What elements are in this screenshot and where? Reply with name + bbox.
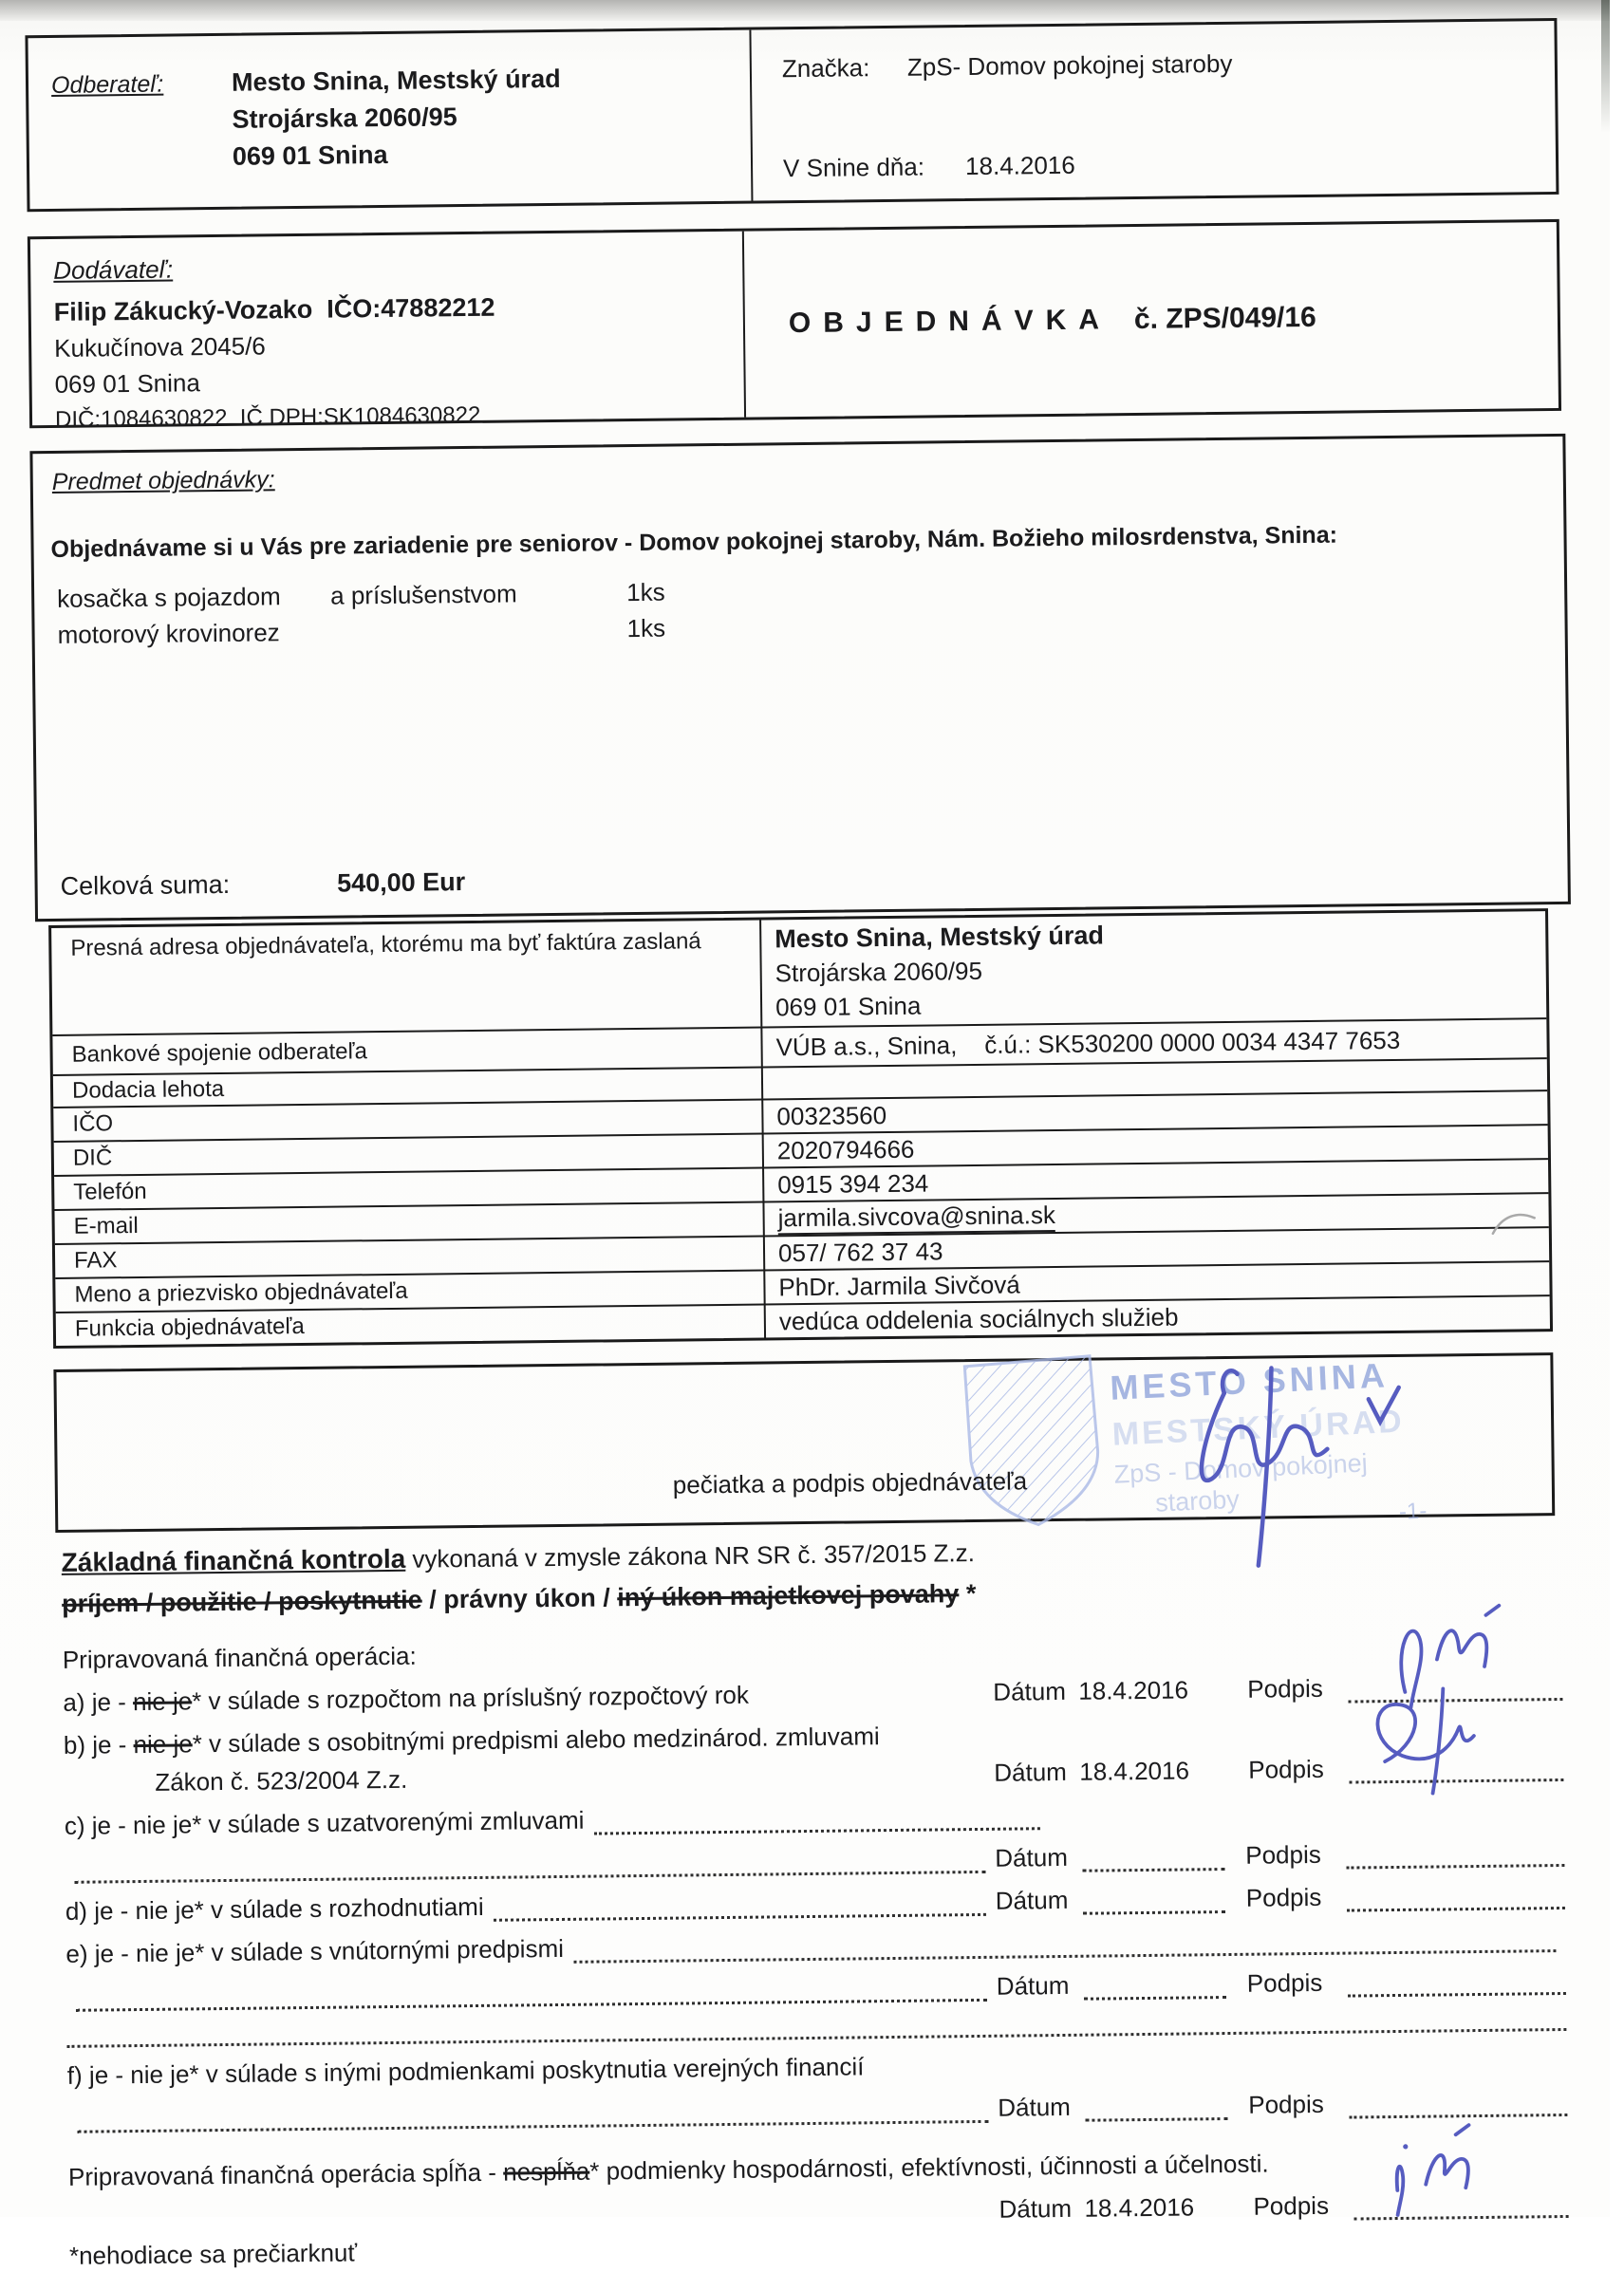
supplier-street: Kukučínova 2045/6 xyxy=(54,331,266,363)
customer-address xyxy=(232,61,562,207)
customer-header-box xyxy=(25,18,1559,212)
row-value: 0915 394 234 xyxy=(777,1168,929,1199)
total-label: Celková suma: xyxy=(60,869,231,901)
reference-row xyxy=(782,46,1555,84)
control-item-f: f) je - nie je* v súlade s inými podmienkami poskytnutia verejných financií xyxy=(66,2052,865,2090)
podpis-label: Podpis xyxy=(1247,1673,1323,1704)
control-title: Základná finančná kontrola xyxy=(61,1543,406,1577)
datum-label: Dátum xyxy=(994,1757,1068,1787)
dotted-line xyxy=(593,1806,1039,1834)
item-qty: 1ks xyxy=(625,577,665,607)
row-label: Dodacia lehota xyxy=(53,1069,763,1107)
signature-line xyxy=(1349,1758,1563,1784)
footnote-text: *nehodiace sa prečiarknuť xyxy=(68,2238,358,2270)
supplier-cell xyxy=(30,232,746,433)
control-item-b: b) je - nie je * v súlade s osobitnými predpismi alebo medzinárod. zmluvami xyxy=(63,1722,880,1760)
date-signature-row-c xyxy=(65,1836,1564,1884)
date-label: V Snine dňa: xyxy=(782,152,925,183)
stamp-office-name: MESTSKÝ ÚRAD xyxy=(1111,1403,1406,1453)
supplier-box xyxy=(28,219,1561,433)
dotted-line xyxy=(66,2007,1566,2048)
datum-label: Dátum xyxy=(995,1885,1069,1915)
datum-label: Dátum xyxy=(993,1676,1067,1706)
podpis-label: Podpis xyxy=(1248,1754,1324,1784)
dotted-separator-row xyxy=(66,2007,1566,2048)
signature-line xyxy=(1346,1843,1564,1870)
stamp-page-number: -1- xyxy=(1398,1498,1428,1525)
dotted-line xyxy=(74,1850,985,1884)
row-value: 057/ 762 37 43 xyxy=(777,1236,943,1267)
row-value: vedúca oddelenia sociálnych služieb xyxy=(778,1302,1179,1335)
date-row xyxy=(783,145,1556,183)
podpis-label: Podpis xyxy=(1253,2190,1330,2221)
date-value: 18.4.2016 xyxy=(964,150,1075,181)
znacka-value: ZpS- Domov pokojnej staroby xyxy=(906,48,1233,82)
date-signature-row xyxy=(996,1879,1565,1916)
row-value: PhDr. Jarmila Sivčová xyxy=(778,1269,1020,1301)
customer-cell xyxy=(28,30,753,210)
control-item-a: a) je - nie je * v súlade s rozpočtom na príslušný rozpočtový rok Dátum 18.4.2016 Podpis xyxy=(63,1670,1562,1718)
signature-b xyxy=(1352,1680,1523,1796)
row-label: Funkcia objednávateľa xyxy=(56,1305,766,1345)
row-label: Presná adresa objednávateľa, ktorému ma byť faktúra zaslaná xyxy=(51,921,762,1034)
datum-label: Dátum xyxy=(998,2092,1072,2122)
datum-value: 18.4.2016 xyxy=(1084,2192,1195,2223)
law-reference: Zákon č. 523/2004 Z.z. xyxy=(155,1764,408,1797)
control-item-d: d) je - nie je* v súlade s rozhodnutiami Dátum Podpis xyxy=(65,1879,1565,1927)
stamp-facility-line2: staroby xyxy=(1154,1484,1241,1518)
row-label: Telefón xyxy=(54,1168,764,1208)
struck-nie-je: nie je xyxy=(133,1729,193,1760)
orderer-details-table xyxy=(48,908,1553,1349)
date-signature-row xyxy=(995,1836,1564,1873)
order-subject-box xyxy=(29,434,1571,922)
odberatel-label: Odberateľ: xyxy=(50,70,164,99)
date-signature-row-f xyxy=(67,2086,1567,2133)
datum-value: 18.4.2016 xyxy=(1078,1675,1189,1705)
datum-label: Dátum xyxy=(996,1970,1070,2001)
dotted-line xyxy=(573,1928,1557,1964)
struck-nie-je: nie je xyxy=(132,1686,193,1717)
final-statement: Pripravovaná finančná operácia spĺňa - nespĺňa * podmienky hospodárnosti, efektívnosti, účinnosti a účelnosti. xyxy=(67,2149,1269,2191)
row-value: 00323560 xyxy=(776,1100,887,1130)
supplier-city: 069 01 Snina xyxy=(54,368,201,399)
podpis-label: Podpis xyxy=(1245,1839,1321,1870)
stamp-facility-line1: ZpS - Domov pokojnej xyxy=(1113,1448,1369,1489)
order-intro-text: Objednávame si u Vás pre zariadenie pre seniorov - Domov pokojnej staroby, Nám. Božieho milosrdenstva, Snina: xyxy=(50,521,1338,563)
podpis-label: Podpis xyxy=(1245,1882,1322,1912)
order-number: č. ZPS/049/16 xyxy=(1133,301,1316,336)
total-value: 540,00 Eur xyxy=(336,867,466,898)
prepared-operation-label: Pripravovaná finančná operácia: xyxy=(62,1641,417,1674)
control-item-c: c) je - nie je* v súlade s uzatvorenými zmluvami xyxy=(65,1794,1564,1841)
podpis-label: Podpis xyxy=(1246,1967,1323,1998)
financial-control-section xyxy=(62,1531,1570,2271)
control-title-suffix: vykonaná v zmysle zákona NR SR č. 357/2015 Z.z. xyxy=(405,1538,976,1574)
date-signature-row-e xyxy=(66,1965,1566,2012)
row-label: IČO xyxy=(53,1101,763,1141)
signature-line xyxy=(1347,1886,1565,1912)
order-title: OBJEDNÁVKA xyxy=(788,304,1112,340)
pencil-mark xyxy=(1491,1208,1539,1239)
table-row xyxy=(51,911,1546,1034)
date-signature-row xyxy=(998,2086,1567,2123)
dodavatel-label: Dodávateľ: xyxy=(53,254,174,285)
stamp-city-name: MESTO SNINA xyxy=(1109,1355,1390,1407)
scan-edge-artifact xyxy=(1601,0,1610,133)
control-item-b2 xyxy=(64,1751,1563,1798)
stamp-signature-box xyxy=(53,1352,1555,1533)
item-qty: 1ks xyxy=(626,613,666,643)
podpis-label: Podpis xyxy=(1248,2089,1324,2119)
row-value: 2020794666 xyxy=(776,1134,915,1164)
signature-line xyxy=(1348,1971,1566,1998)
row-label: Bankové spojenie odberateľa xyxy=(52,1029,762,1074)
row-label: DIČ xyxy=(54,1135,764,1175)
datum-label: Dátum xyxy=(995,1842,1069,1872)
signature-line xyxy=(1349,2093,1567,2119)
supplier-tax-ids: DIČ:1084630822 IČ DPH:SK1084630822 xyxy=(54,401,481,433)
row-label: E-mail xyxy=(54,1202,764,1242)
customer-street: Strojárska 2060/95 xyxy=(232,102,457,134)
item-extra xyxy=(330,610,626,650)
signature-line xyxy=(1353,2194,1568,2221)
row-label: FAX xyxy=(55,1237,765,1276)
control-item-e: e) je - nie je* v súlade s vnútornými predpismi xyxy=(65,1922,1565,1969)
datum-label: Dátum xyxy=(999,2193,1073,2224)
total-row xyxy=(60,855,1567,902)
date-signature-row xyxy=(999,2188,1568,2225)
datum-value: 18.4.2016 xyxy=(1079,1756,1190,1786)
order-title-cell xyxy=(744,222,1559,418)
signature-final xyxy=(1363,2122,1554,2226)
row-label: Meno a priezvisko objednávateľa xyxy=(55,1271,765,1311)
reference-cell xyxy=(751,21,1556,201)
customer-city: 069 01 Snina xyxy=(232,140,388,171)
row-value: Mesto Snina, Mestský úrad Strojárska 2060/95 069 01 Snina xyxy=(775,921,1105,1022)
control-title-line xyxy=(62,1531,1561,1578)
struck-operation-types: príjem / použitie / poskytnutie xyxy=(62,1585,422,1618)
dotted-line xyxy=(76,1978,987,2012)
date-signature-row xyxy=(994,1751,1563,1788)
dotted-line xyxy=(1082,1847,1224,1872)
item-name: motorový krovinorez xyxy=(57,618,280,649)
email-link[interactable]: jarmila.sivcova@snina.sk xyxy=(777,1201,1055,1235)
dotted-line xyxy=(77,2099,988,2133)
supplier-name: Filip Zákucký-Vozako IČO:47882212 xyxy=(53,292,495,326)
control-operation-types: príjem / použitie / poskytnutie / právny úkon / iný úkon majetkovej povahy * xyxy=(62,1578,977,1618)
date-signature-row xyxy=(997,1965,1566,2002)
customer-name: Mesto Snina, Mestský úrad xyxy=(231,64,561,97)
shield-emblem-icon xyxy=(964,1356,1101,1528)
item-extra: a príslušenstvom xyxy=(329,579,517,610)
row-value xyxy=(776,1074,1538,1083)
dotted-line xyxy=(494,1892,986,1922)
stamp-caption: pečiatka a podpis objednávateľa xyxy=(672,1466,1028,1499)
dotted-line xyxy=(1083,1890,1225,1915)
znacka-label: Značka: xyxy=(781,53,870,84)
item-name: kosačka s pojazdom xyxy=(57,582,281,613)
struck-operation-types: iný úkon majetkovej povahy xyxy=(617,1579,960,1612)
row-value: VÚB a.s., Snina, č.ú.: SK530200 0000 0034 4347 7653 xyxy=(775,1025,1401,1061)
dotted-line xyxy=(1085,2096,1227,2122)
predmet-label: Predmet objednávky: xyxy=(51,466,275,495)
struck-nesplna: nespĺňa xyxy=(503,2156,590,2187)
order-items xyxy=(57,564,1565,653)
dotted-line xyxy=(1084,1975,1226,2001)
